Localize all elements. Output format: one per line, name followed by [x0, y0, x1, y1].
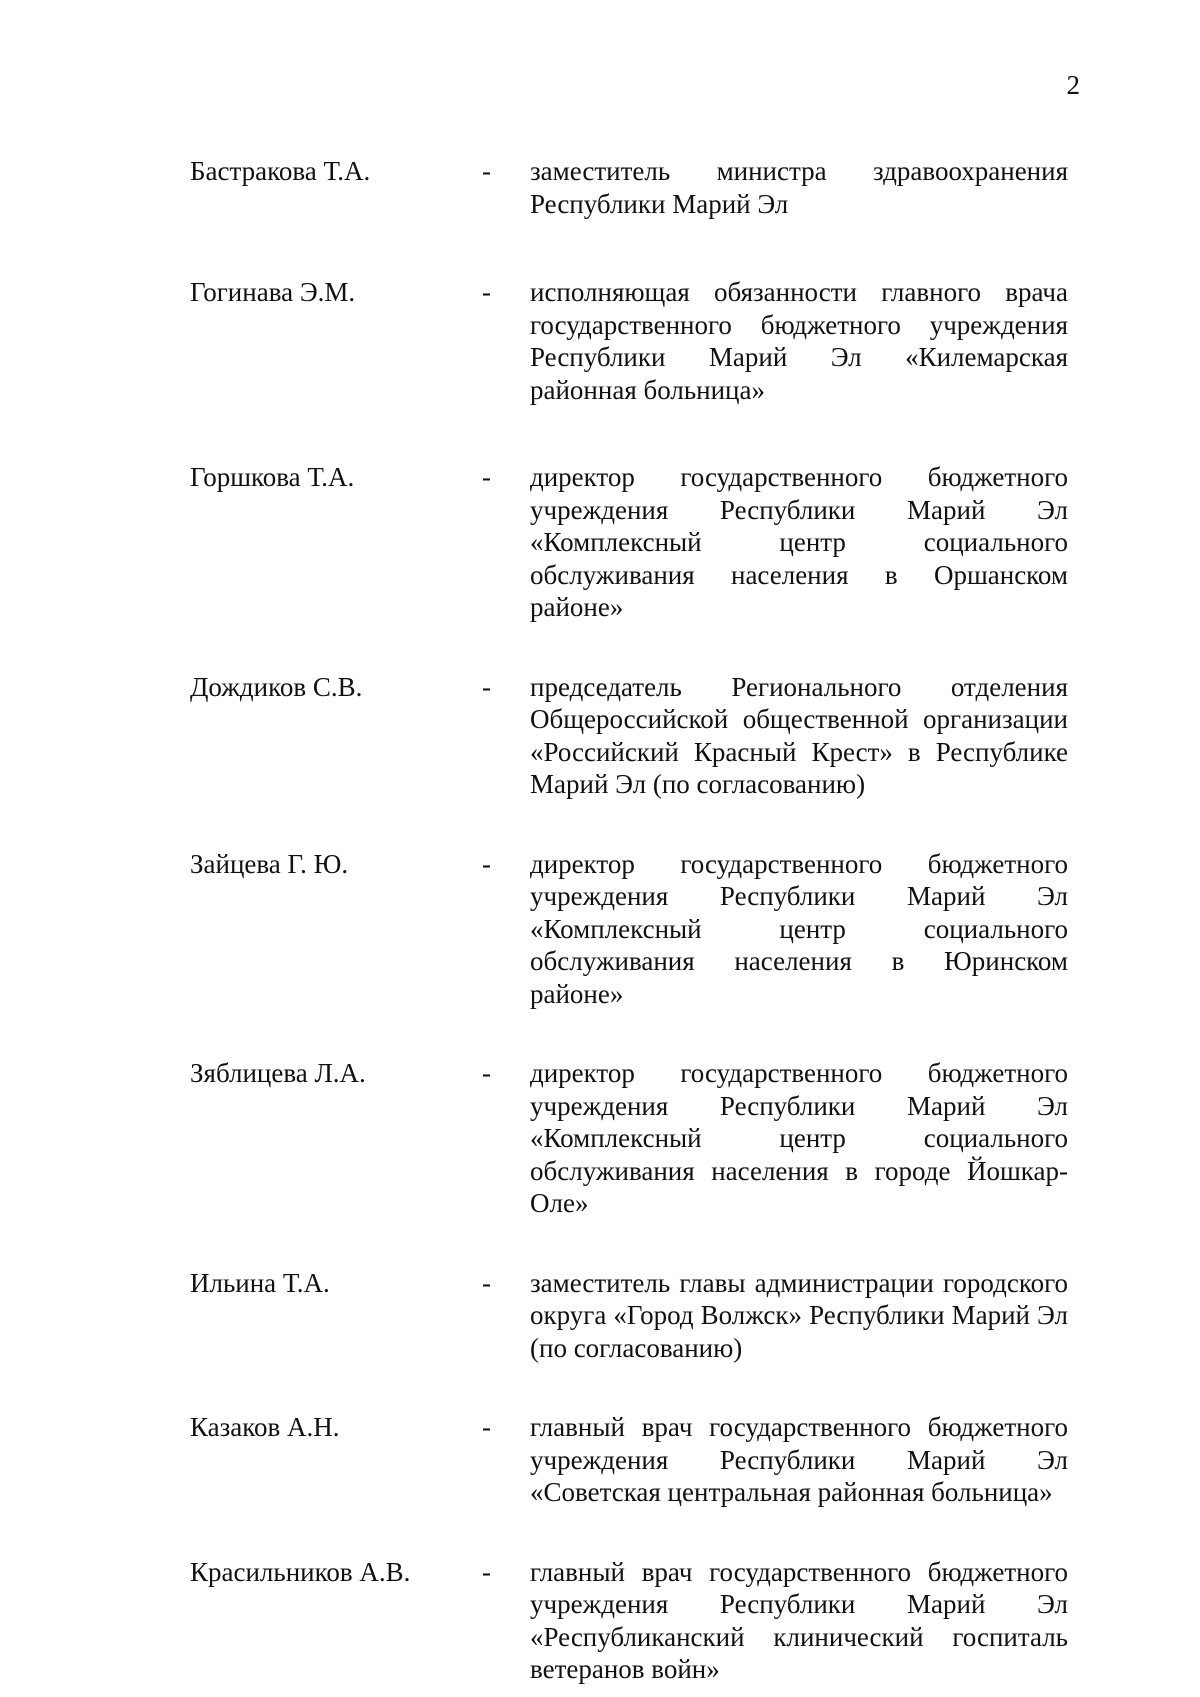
member-name: Гогинава Э.М. [190, 277, 356, 307]
member-dash: - [482, 848, 491, 879]
member-name: Дождиков С.В. [190, 671, 363, 702]
member-name: Горшкова Т.А. [190, 462, 355, 492]
member-row [190, 155, 1068, 220]
member-dash: - [482, 1058, 491, 1088]
member-position: заместитель главы администрации городского округа «Город Волжск» Республики Марий Эл (по согласованию) [530, 1267, 1068, 1363]
member-row [190, 461, 1068, 624]
member-name: Красильников А.В. [190, 1556, 411, 1587]
page-number: 2 [1066, 70, 1080, 100]
member-dash: - [482, 1412, 491, 1442]
member-dash: - [482, 1267, 491, 1298]
member-name: Казаков А.Н. [190, 1412, 340, 1442]
member-dash: - [482, 462, 491, 492]
member-dash: - [482, 156, 491, 186]
member-row [190, 1057, 1068, 1220]
member-row [190, 1267, 1068, 1365]
member-row [190, 848, 1068, 1011]
member-position: главный врач государственного бюджетного учреждения Республики Марий Эл «Советская центральная районная больница» [530, 1412, 1068, 1507]
member-row [190, 1411, 1068, 1509]
member-dash: - [482, 277, 491, 307]
member-row [190, 276, 1068, 406]
member-row [190, 1556, 1068, 1686]
member-position: исполняющая обязанности главного врача государственного бюджетного учреждения Республики Марий Эл «Килемарская районная больница» [530, 277, 1068, 405]
member-position: директор государственного бюджетного учреждения Республики Марий Эл «Комплексный центр социального обслуживания населения в городе Йошкар-Оле» [530, 1058, 1068, 1218]
member-list [190, 155, 1068, 1686]
member-position: директор государственного бюджетного учреждения Республики Марий Эл «Комплексный центр социального обслуживания населения в Юринском районе» [530, 848, 1068, 1009]
member-position: заместитель министра здравоохранения Республики Марий Эл [530, 156, 1068, 219]
member-position: директор государственного бюджетного учреждения Республики Марий Эл «Комплексный центр социального обслуживания населения в Оршанском районе» [530, 462, 1068, 622]
member-name: Зяблицева Л.А. [190, 1058, 366, 1088]
member-name: Ильина Т.А. [190, 1267, 330, 1298]
member-row [190, 671, 1068, 801]
member-dash: - [482, 1556, 491, 1587]
member-dash: - [482, 671, 491, 702]
member-name: Зайцева Г. Ю. [190, 848, 349, 879]
member-name: Бастракова Т.А. [190, 156, 371, 186]
member-position: председатель Регионального отделения Общероссийской общественной организации «Российский Красный Крест» в Республике Марий Эл (по согласованию) [530, 671, 1068, 799]
member-position: главный врач государственного бюджетного учреждения Республики Марий Эл «Республиканский клинический госпиталь ветеранов войн» [530, 1556, 1068, 1684]
